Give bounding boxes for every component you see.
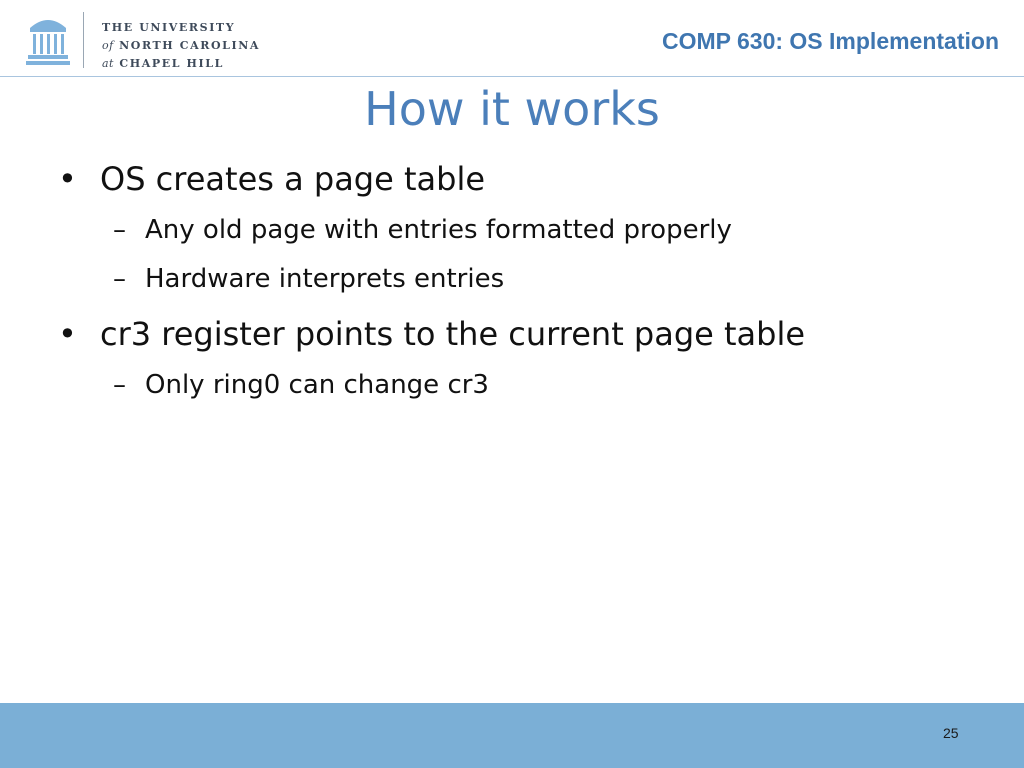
- sub-bullet-text: Hardware interprets entries: [145, 264, 505, 294]
- wordmark-chapel-hill: CHAPEL HILL: [119, 57, 224, 70]
- wordmark-at: at: [102, 57, 114, 70]
- sub-bullet-marker: –: [113, 264, 126, 294]
- sub-bullet-2-1: [113, 370, 489, 400]
- sub-bullet-marker: –: [113, 370, 126, 400]
- bullet-1: [58, 160, 485, 198]
- sub-bullet-marker: –: [113, 215, 126, 245]
- wordmark-of: of: [102, 39, 114, 52]
- sub-bullet-text: Any old page with entries formatted properly: [145, 215, 732, 245]
- bullet-text: cr3 register points to the current page table: [100, 315, 806, 353]
- wordmark-line-2: [102, 37, 260, 55]
- bullet-2: [58, 315, 805, 353]
- wordmark-line-1: THE UNIVERSITY: [102, 21, 236, 34]
- sub-bullet-1-2: [113, 264, 504, 294]
- slide-header: [0, 0, 1024, 77]
- wordmark-north-carolina: NORTH CAROLINA: [119, 39, 261, 52]
- university-wordmark: [102, 19, 260, 73]
- bullet-text: OS creates a page table: [100, 160, 486, 198]
- sub-bullet-1-1: [113, 215, 732, 245]
- course-title: COMP 630: OS Implementation: [662, 28, 999, 54]
- bullet-marker: •: [58, 315, 77, 353]
- old-well-logo-icon: [26, 14, 70, 66]
- wordmark-line-3: [102, 55, 260, 73]
- page-number: 25: [943, 725, 959, 741]
- bullet-marker: •: [58, 160, 77, 198]
- slide-title: How it works: [364, 82, 660, 136]
- footer-bar: [0, 703, 1024, 768]
- sub-bullet-text: Only ring0 can change cr3: [145, 370, 489, 400]
- logo-divider: [83, 12, 84, 68]
